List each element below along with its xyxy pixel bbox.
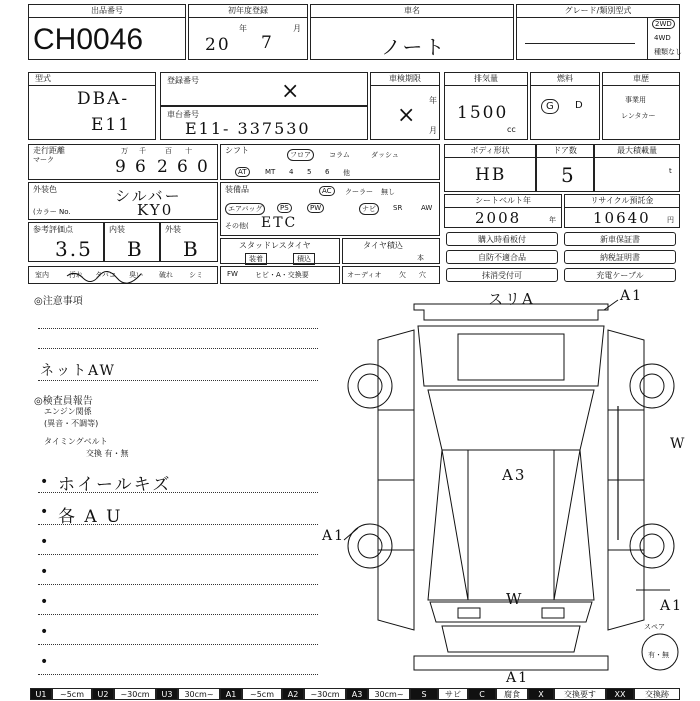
equip-airbag: エアバッグ (225, 203, 265, 215)
capacity-unit: t (669, 167, 672, 175)
report-bullet: • (40, 474, 49, 490)
body-box (444, 144, 536, 192)
room-dirty: 汚れ (69, 271, 83, 279)
room-box (28, 266, 218, 284)
mileage-digit-1: 9 (115, 157, 128, 177)
chassis-label: 車台番号 (167, 110, 199, 119)
recycle-box (564, 194, 680, 228)
fw-box (220, 266, 340, 284)
fw-items: ヒビ・A・交換要 (255, 271, 309, 279)
report-bullet: • (40, 504, 49, 520)
audio-label: オーディオ (347, 271, 382, 279)
room-torn: 破れ (159, 271, 173, 279)
fuel-option-g: G (541, 99, 559, 114)
displacement-box (444, 72, 528, 140)
legend-code: U3 (156, 688, 178, 700)
displacement-label: 排気量 (445, 73, 527, 86)
legend-code: X (528, 688, 554, 700)
damage-mark-left-a1: A1 (322, 528, 346, 544)
inspection-value: × (397, 103, 418, 128)
report-bullet: • (40, 624, 49, 640)
registration-box (160, 72, 368, 106)
mileage-unit-man: 万 (121, 147, 128, 155)
legend-desc: ~5cm (242, 688, 282, 700)
grade-box (516, 4, 680, 60)
shift-dash: ダッシュ (371, 151, 399, 159)
room-handwriting-scribble (65, 268, 145, 284)
grade-label: グレード/類別型式 (517, 5, 679, 18)
report-timing-options: 交換 有・無 (86, 449, 129, 458)
color-box (28, 182, 218, 220)
fuel-label: 燃料 (531, 73, 599, 86)
seatbelt-unit: 年 (549, 216, 556, 224)
studless-mounted: 装着 (245, 253, 267, 265)
doc-deregistration: 抹消受付可 (446, 268, 558, 282)
interior-box (104, 222, 160, 262)
legend-desc: 交換跡 (634, 688, 680, 700)
registration-value: × (281, 79, 302, 104)
report-engine-sub: (異音・不調等) (44, 419, 99, 428)
fuel-option-d: D (575, 100, 583, 111)
legend-code: A3 (346, 688, 368, 700)
drive-2wd: 2WD (652, 19, 675, 29)
legend-desc: ~30cm (304, 688, 346, 700)
audio-missing: 欠 (399, 271, 406, 279)
notes-label: ◎注意事項 (34, 296, 83, 307)
damage-mark-front-a1: A1 (620, 288, 644, 304)
legend-code: A1 (220, 688, 242, 700)
car-name-value: ノート (381, 35, 447, 59)
doc-warranty: 新車保証書 (564, 232, 676, 246)
report-engine-label: エンジン関係 (44, 407, 92, 416)
shift-other: 他 (343, 169, 350, 177)
interior-label: 内装 (109, 225, 125, 234)
doc-charge-cable: 充電ケーブル (564, 268, 676, 282)
doc-nonconforming: 自防不適合品 (446, 250, 558, 264)
mileage-digit-2: 6 (135, 157, 148, 177)
history-label: 車歴 (603, 73, 679, 86)
legend-desc: サビ (438, 688, 468, 700)
equip-aw: AW (421, 204, 433, 212)
damage-mark-rear-a1: A1 (506, 670, 530, 686)
damage-mark-right-a1: A1 (660, 598, 684, 614)
legend-code: C (468, 688, 496, 700)
report-bullet: • (40, 564, 49, 580)
inspection-month-label: 月 (429, 126, 437, 135)
mileage-digit-5: 0 (197, 157, 210, 177)
history-business: 事業用 (625, 96, 646, 104)
model-type-label: 型式 (29, 73, 155, 86)
notes-entry-1: ネットAW (40, 363, 116, 379)
lot-number-value: CH0046 (33, 23, 144, 56)
report-line (38, 492, 318, 493)
legend-desc: 腐食 (496, 688, 528, 700)
displacement-unit: cc (507, 125, 516, 134)
car-damage-diagram (318, 290, 698, 682)
mileage-unit-juu: 十 (185, 147, 192, 155)
report-line (38, 674, 318, 675)
equip-ac: AC (319, 186, 335, 196)
car-name-label: 車名 (311, 5, 513, 18)
shift-box (220, 144, 440, 180)
equipment-box (220, 182, 440, 236)
damage-mark-roof-a3: A3 (502, 466, 527, 484)
doc-purchase-board: 購入時看板付 (446, 232, 558, 246)
seatbelt-box (444, 194, 562, 228)
equip-navi: ナビ (359, 203, 379, 215)
report-line (38, 584, 318, 585)
legend-code: U1 (30, 688, 52, 700)
doors-value: 5 (561, 163, 576, 187)
report-bullet: • (40, 654, 49, 670)
report-timing-label: タイミングベルト (44, 437, 108, 446)
room-stain: シミ (189, 271, 203, 279)
report-line (38, 524, 318, 525)
lot-number-box (28, 4, 186, 60)
capacity-label: 最大積載量 (595, 145, 679, 158)
drive-none: 種類なし (654, 48, 682, 56)
mileage-mark-label: マーク (33, 156, 54, 164)
damage-mark-right-w: W (670, 436, 687, 452)
report-line (38, 644, 318, 645)
notes-line (38, 380, 318, 381)
notes-line (38, 348, 318, 349)
first-registration-box (188, 4, 308, 60)
room-label: 室内 (35, 271, 49, 279)
lot-number-label: 出品番号 (29, 5, 185, 18)
report-bullet: • (40, 534, 49, 550)
body-label: ボディ形状 (445, 145, 535, 158)
mileage-digit-4: 6 (177, 157, 190, 177)
shift-5: 5 (307, 168, 312, 176)
tire-load-label: タイヤ積込 (363, 241, 403, 250)
studless-box (220, 238, 340, 264)
model-type-box (28, 72, 156, 140)
studless-loaded: 積込 (293, 253, 315, 265)
grade-value-line (525, 43, 635, 44)
mileage-unit-hyaku: 百 (165, 147, 172, 155)
spare-label: スペア (644, 623, 665, 631)
shift-mt: MT (265, 168, 276, 176)
shift-floor: フロア (287, 149, 314, 161)
notes-line (38, 328, 318, 329)
tire-load-unit: 本 (417, 254, 424, 262)
report-label: ◎検査員報告 (34, 396, 93, 407)
legend-desc: ~30cm (114, 688, 156, 700)
inspection-year-label: 年 (429, 96, 437, 105)
recycle-unit: 円 (667, 216, 674, 224)
report-line (38, 554, 318, 555)
first-registration-year: 20 (205, 35, 231, 55)
chassis-value: E11- 337530 (185, 119, 311, 138)
inspection-label: 車検期限 (371, 73, 439, 86)
model-type-line2: E11 (91, 115, 132, 135)
mileage-unit-sen: 千 (139, 147, 146, 155)
exterior-label: 外装 (165, 225, 181, 234)
legend-desc: 30cm~ (368, 688, 410, 700)
drive-4wd: 4WD (654, 34, 671, 42)
color-value: シルバー (115, 187, 182, 205)
car-name-box (310, 4, 514, 60)
recycle-label: リサイクル預託金 (565, 195, 679, 208)
legend-code: S (410, 688, 438, 700)
damage-mark-front-scratch: スリA (488, 290, 535, 308)
legend-code: XX (606, 688, 634, 700)
model-type-line1: DBA- (77, 89, 130, 109)
color-code: KY0 (137, 201, 174, 219)
score-value: 3.5 (55, 237, 93, 261)
report-entry-2: 各 A U (58, 507, 123, 527)
room-odor: 臭い (129, 271, 143, 279)
color-code-label: (カラー No. (33, 208, 71, 216)
equipment-label: 装備品 (225, 185, 249, 194)
capacity-box (594, 144, 680, 192)
equip-none: 無し (381, 188, 395, 196)
score-label: 参考評価点 (33, 225, 73, 234)
color-label: 外装色 (33, 185, 57, 194)
mileage-box (28, 144, 218, 180)
registration-label: 登録番号 (167, 76, 199, 85)
inspection-box (370, 72, 440, 140)
fuel-box (530, 72, 600, 140)
tire-load-box (342, 238, 440, 264)
interior-value: B (127, 237, 144, 261)
equip-other-label: その他( (225, 222, 249, 230)
equip-ps: PS (277, 203, 292, 213)
spare-value: 有・無 (648, 651, 669, 659)
chassis-box (160, 106, 368, 140)
report-line (38, 614, 318, 615)
body-value: HB (475, 165, 507, 185)
doors-box (536, 144, 594, 192)
damage-mark-rear-w: W (506, 590, 524, 608)
equip-cooler: クーラー (345, 188, 373, 196)
exterior-value: B (183, 237, 200, 261)
legend-code: U2 (92, 688, 114, 700)
mileage-label: 走行距離 (33, 146, 65, 155)
shift-4: 4 (289, 168, 294, 176)
equip-other-value: ETC (261, 215, 298, 231)
doors-label: ドア数 (537, 145, 593, 158)
equip-sr: SR (393, 204, 403, 212)
audio-hole: 穴 (419, 271, 426, 279)
seatbelt-value: 2008 (475, 209, 522, 227)
legend-desc: ~5cm (52, 688, 92, 700)
shift-label: シフト (225, 146, 249, 155)
legend-code: A2 (282, 688, 304, 700)
room-tobacco: タバコ (95, 271, 116, 279)
report-entry-1: ホイールキズ (58, 475, 172, 495)
first-registration-label: 初年度登録 (189, 5, 307, 18)
audio-box (342, 266, 440, 284)
exterior-box (160, 222, 218, 262)
recycle-value: 10640 (593, 209, 651, 227)
shift-column: コラム (329, 151, 350, 159)
report-bullet: • (40, 594, 49, 610)
year-unit-label: 年 (239, 24, 247, 33)
shift-6: 6 (325, 168, 330, 176)
shift-at: AT (235, 167, 250, 177)
equip-pw: PW (307, 203, 324, 213)
legend-desc: 交換要す (554, 688, 606, 700)
score-box (28, 222, 104, 262)
doc-tax: 納税証明書 (564, 250, 676, 264)
seatbelt-label: シートベルト年 (445, 195, 561, 208)
displacement-value: 1500 (457, 103, 509, 123)
month-unit-label: 月 (293, 24, 301, 33)
legend-desc: 30cm~ (178, 688, 220, 700)
history-rental: レンタカー (621, 112, 656, 120)
history-box (602, 72, 680, 140)
mileage-digit-3: 2 (157, 157, 170, 177)
studless-label: スタッドレスタイヤ (239, 241, 311, 250)
fw-label: FW (227, 270, 238, 278)
drive-type-column (647, 17, 681, 60)
first-registration-month: 7 (261, 33, 274, 53)
